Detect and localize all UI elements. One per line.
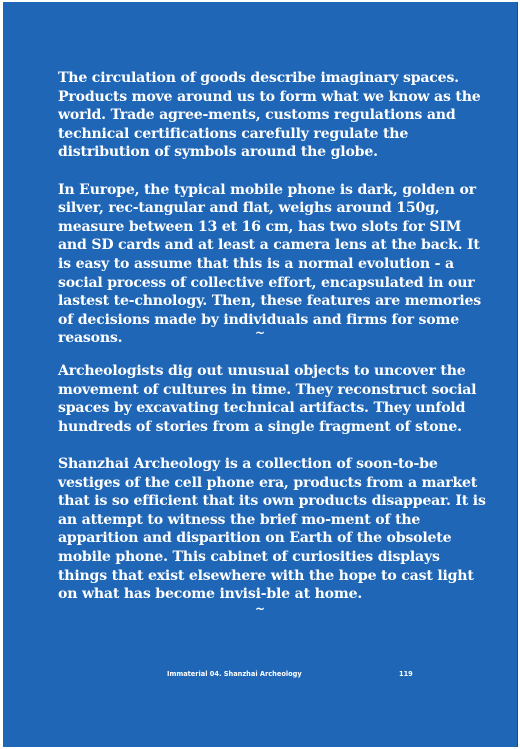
paragraph-circulation-of-goods: The circulation of goods describe imaginary spaces. Products move around us to form what we know as the world. Trade agree-ments, customs regulations and technical certifications carefully regulate the distribution of symbols around the globe. (58, 70, 481, 161)
book-page (3, 2, 518, 747)
paragraph-shanzhai-archeology: Shanzhai Archeology is a collection of soon-to-be vestiges of the cell phone era, products from a market that is so efficient that its own products disappear. It is an attempt to witness the brief mo-ment of the apparition and disparition on Earth of the obsolete mobile phone. This cabinet of curiosities displays things that exist elsewhere with the hope to cast light on what has become invisi-ble at home. (58, 455, 486, 603)
paragraph-archeologists: Archeologists dig out unusual objects to uncover the movement of cultures in time. They reconstruct social spaces by excavating technical artifacts. They unfold hundreds of stories from a single fragment of stone. (58, 363, 477, 435)
section-divider-tilde-end: ~ (254, 602, 266, 616)
page-number: 119 (399, 670, 413, 678)
paragraph-mobile-phone-europe: In Europe, the typical mobile phone is dark, golden or silver, rec-tangular and flat, weighs around 150g, measure between 13 et 16 cm, has two slots for SIM and SD cards and at least a camera lens at the back. It is easy to assume that this is a normal evolution - a social process of collective effort, encapsulated in our lastest te-chnology. Then, these features are memories of decisions made by individuals and firms for some reasons. (58, 181, 481, 347)
text-block-archeology (58, 362, 486, 604)
section-divider-tilde: ~ (254, 326, 266, 340)
text-block-intro (58, 69, 486, 348)
running-footer-title: Immaterial 04. Shanzhai Archeology (167, 670, 302, 678)
